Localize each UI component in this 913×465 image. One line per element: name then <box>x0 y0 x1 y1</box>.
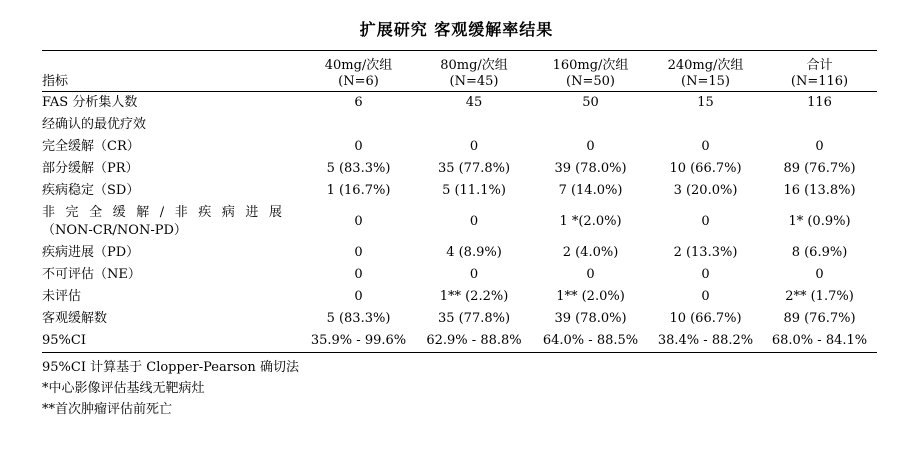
cell-value: 62.9% - 88.8% <box>416 330 532 353</box>
table-row <box>42 286 877 308</box>
cell-value: 0 <box>469 139 479 154</box>
cell-value <box>762 114 877 136</box>
cell-value: 5 (83.3%) <box>326 161 391 176</box>
row-label: 部分缓解（PR） <box>42 161 139 176</box>
cell-value: 116 <box>807 95 832 110</box>
table-header <box>42 51 877 92</box>
cell-value: 1 *(2.0%) <box>559 214 622 229</box>
cell-value: 1* (0.9%) <box>788 214 851 229</box>
cell-value: 64.0% - 88.5% <box>532 330 649 353</box>
row-label: 疾病进展（PD） <box>42 245 140 260</box>
table-row <box>42 202 877 242</box>
cell-value: 4 (8.9%) <box>446 245 502 260</box>
header-n: (N=45) <box>449 74 499 89</box>
header-col-40mg <box>301 51 416 92</box>
cell-value: 5 (83.3%) <box>326 311 391 326</box>
cell-value: 68.0% - 84.1% <box>762 330 877 353</box>
header-col-80mg <box>416 51 532 92</box>
table-row <box>42 114 877 136</box>
header-label: 指标 <box>42 51 301 92</box>
cell-value: 0 <box>586 267 595 282</box>
row-label-line1: 非完全缓解/非疾病进展 <box>42 205 282 220</box>
footnote: 95%CI 计算基于 Clopper-Pearson 确切法 <box>42 360 299 375</box>
cell-value: 50 <box>582 95 599 110</box>
table-row <box>42 136 877 158</box>
row-label: 不可评估（NE） <box>42 267 141 282</box>
cell-value: 0 <box>354 267 363 282</box>
cell-value: 3 (20.0%) <box>673 183 738 198</box>
cell-value: 6 <box>354 95 363 110</box>
header-dose: 240mg/次组 <box>667 58 744 73</box>
table-row <box>42 242 877 264</box>
cell-value: 0 <box>354 214 363 229</box>
row-label: 完全缓解（CR） <box>42 139 140 154</box>
table-row <box>42 92 877 115</box>
cell-value: 1** (2.2%) <box>439 289 509 304</box>
table-row <box>42 308 877 330</box>
header-n: (N=50) <box>566 74 615 89</box>
cell-value: 15 <box>697 95 714 110</box>
header-col-total <box>762 51 877 92</box>
cell-value: 10 (66.7%) <box>669 161 742 176</box>
table-body <box>42 92 877 353</box>
cell-value: 0 <box>701 267 710 282</box>
header-dose: 160mg/次组 <box>552 58 629 73</box>
footnotes <box>42 357 299 420</box>
cell-value: 7 (14.0%) <box>558 183 623 198</box>
cell-value: 89 (76.7%) <box>783 311 856 326</box>
cell-value: 0 <box>469 214 479 229</box>
cell-value: 2 (13.3%) <box>673 245 738 260</box>
cell-value: 2 (4.0%) <box>562 245 619 260</box>
row-label: 未评估 <box>42 289 82 304</box>
header-dose: 40mg/次组 <box>324 58 393 73</box>
cell-value: 0 <box>469 267 479 282</box>
table-row <box>42 158 877 180</box>
header-n: (N=116) <box>790 74 849 89</box>
results-table <box>42 50 877 353</box>
cell-value <box>649 114 762 136</box>
cell-value: 35.9% - 99.6% <box>301 330 416 353</box>
row-label: 经确认的最优疗效 <box>42 117 147 132</box>
cell-value: 1** (2.0%) <box>556 289 625 304</box>
cell-value: 5 (11.1%) <box>442 183 506 198</box>
cell-value: 0 <box>354 139 363 154</box>
row-label-line2: （NON-CR/NON-PD） <box>42 223 187 238</box>
cell-value: 35 (77.8%) <box>437 311 511 326</box>
row-label: 客观缓解数 <box>42 311 108 326</box>
cell-value: 0 <box>586 139 595 154</box>
cell-value <box>532 114 649 136</box>
header-dose: 合计 <box>806 58 833 73</box>
cell-value: 0 <box>354 245 363 260</box>
cell-value: 1 (16.7%) <box>326 183 391 198</box>
table-row <box>42 330 877 353</box>
footnote: **首次肿瘤评估前死亡 <box>42 402 173 417</box>
page-title: 扩展研究 客观缓解率结果 <box>359 20 554 39</box>
cell-value: 8 (6.9%) <box>791 245 848 260</box>
row-label <box>42 202 301 242</box>
header-n: (N=15) <box>681 74 730 89</box>
row-label: 95%CI <box>42 330 301 353</box>
header-col-160mg <box>532 51 649 92</box>
cell-value: 10 (66.7%) <box>669 311 742 326</box>
cell-value: 2** (1.7%) <box>785 289 854 304</box>
cell-value: 0 <box>815 267 824 282</box>
footnote: *中心影像评估基线无靶病灶 <box>42 381 205 396</box>
cell-value <box>301 114 416 136</box>
header-n: (N=6) <box>338 74 379 89</box>
row-label: FAS 分析集人数 <box>42 95 138 110</box>
header-dose: 80mg/次组 <box>440 58 508 73</box>
cell-value: 0 <box>815 139 824 154</box>
cell-value: 35 (77.8%) <box>437 161 511 176</box>
header-col-240mg <box>649 51 762 92</box>
cell-value <box>416 114 532 136</box>
table-row <box>42 264 877 286</box>
table-row <box>42 180 877 202</box>
cell-value: 39 (78.0%) <box>554 161 627 176</box>
cell-value: 16 (13.8%) <box>783 183 856 198</box>
cell-value: 0 <box>701 214 710 229</box>
cell-value: 89 (76.7%) <box>783 161 856 176</box>
cell-value: 0 <box>701 289 710 304</box>
row-label: 疾病稳定（SD） <box>42 183 140 198</box>
cell-value: 38.4% - 88.2% <box>649 330 762 353</box>
cell-value: 0 <box>354 289 363 304</box>
cell-value: 45 <box>465 95 483 110</box>
cell-value: 0 <box>701 139 710 154</box>
cell-value: 39 (78.0%) <box>554 311 627 326</box>
